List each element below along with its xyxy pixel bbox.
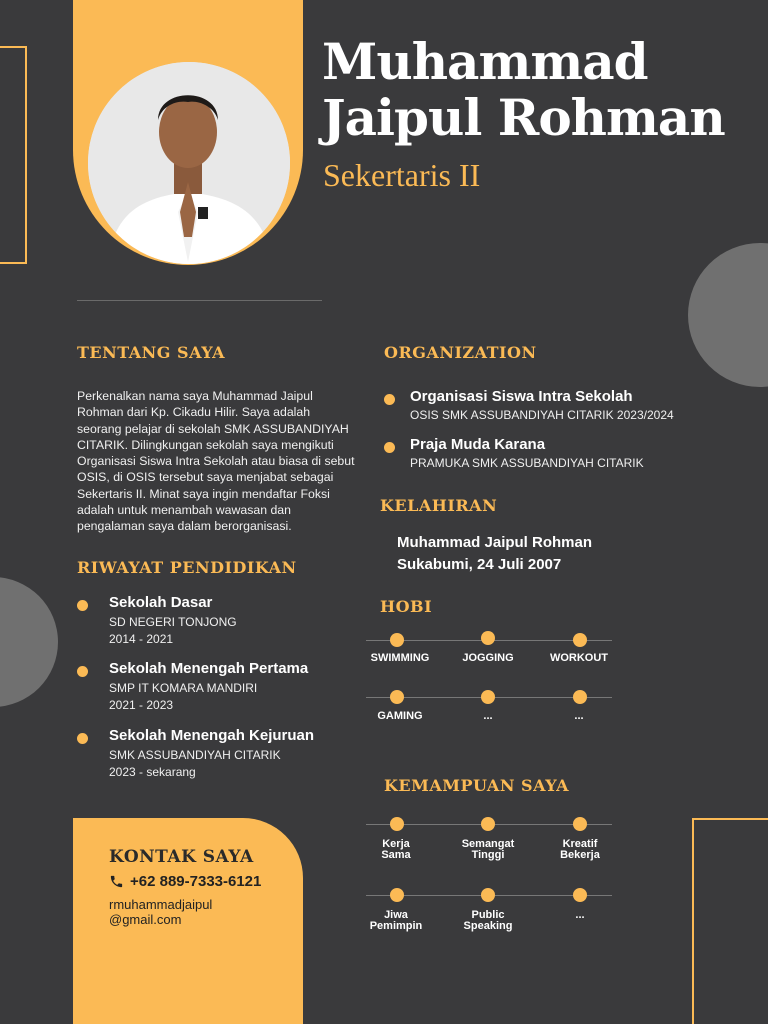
decorative-frame-right [692, 818, 768, 1024]
about-heading: TENTANG SAYA [77, 343, 226, 362]
decorative-circle-right [688, 243, 768, 387]
bullet-dot [384, 394, 395, 405]
skill-label-line: Tinggi [471, 849, 505, 861]
hobby-dot [573, 633, 587, 647]
education-school: SD NEGERI TONJONG [109, 615, 237, 629]
profile-photo [88, 62, 290, 264]
skill-dot [573, 888, 587, 902]
contact-phone-row[interactable] [109, 873, 261, 890]
skill-label [535, 839, 625, 861]
hobby-dot [573, 690, 587, 704]
name-line-2: Jaipul Rohman [322, 88, 725, 147]
skill-label-line: Pemimpin [369, 920, 423, 932]
education-title: Sekolah Dasar [109, 594, 213, 611]
education-years: 2014 - 2021 [109, 632, 174, 646]
skill-label [443, 910, 533, 932]
profile-photo-illustration [88, 62, 290, 264]
organization-heading: ORGANIZATION [384, 343, 537, 362]
contact-heading: KONTAK SAYA [109, 847, 254, 867]
organization-title: Praja Muda Karana [410, 436, 546, 453]
skill-label-line: Bekerja [560, 849, 600, 861]
skill-label-line: Jiwa [384, 909, 408, 921]
hobby-label: JOGGING [462, 652, 514, 664]
bullet-dot [77, 666, 88, 677]
about-text: Perkenalkan nama saya Muhammad Jaipul Rohman dari Kp. Cikadu Hilir. Saya adalah seorang pelajar di sekolah SMK ASSUBANDIYAH CITARIK. Dilingkungan sekolah saya mengikuti Organisasi Siswa Intra Sekolah atau biasa di sebut OSIS, di OSIS tersebut saya menjabat sebagai Sekertaris II. Minat saya ingin mendaftar Foksi adalah untuk menambah wawasan dan pengalaman saya dalam berorganisasi. [77, 389, 355, 534]
hobby-label: SWIMMING [370, 652, 430, 664]
hobby-label: ... [574, 710, 584, 722]
hobby-label: ... [483, 710, 493, 722]
birth-heading: KELAHIRAN [380, 496, 498, 515]
hobby-dot [481, 631, 495, 645]
job-role: Sekertaris II [323, 157, 481, 193]
skill-label-line: Public [471, 909, 505, 921]
education-title: Sekolah Menengah Pertama [109, 660, 309, 677]
skill-label-line: Speaking [463, 920, 513, 932]
education-item [77, 660, 367, 714]
contact-email-line-1: rmuhammadjaipul [109, 897, 213, 912]
skills-heading: KEMAMPUAN SAYA [384, 776, 570, 795]
organization-item [384, 436, 744, 472]
skill-label [535, 910, 625, 921]
skill-dot [573, 817, 587, 831]
education-years: 2021 - 2023 [109, 698, 174, 712]
skill-dot [390, 888, 404, 902]
skill-label-line: ... [575, 909, 585, 921]
organization-detail: OSIS SMK ASSUBANDIYAH CITARIK 2023/2024 [410, 408, 674, 422]
education-school: SMK ASSUBANDIYAH CITARIK [109, 748, 281, 762]
phone-icon [109, 874, 124, 889]
skill-dot [481, 888, 495, 902]
decorative-circle-left [0, 577, 58, 707]
birth-place-date: Sukabumi, 24 Juli 2007 [397, 556, 562, 573]
hobby-dot [390, 633, 404, 647]
education-item [77, 594, 367, 648]
skill-label [351, 910, 441, 932]
hobby-label: GAMING [377, 710, 423, 722]
organization-detail: PRAMUKA SMK ASSUBANDIYAH CITARIK [410, 456, 644, 470]
education-years: 2023 - sekarang [109, 765, 196, 779]
decorative-frame-left [0, 46, 27, 264]
contact-email-line-2: @gmail.com [109, 912, 182, 927]
education-title: Sekolah Menengah Kejuruan [109, 727, 315, 744]
birth-name: Muhammad Jaipul Rohman [397, 534, 593, 551]
hobby-dot [481, 690, 495, 704]
bullet-dot [77, 600, 88, 611]
header-divider [77, 300, 322, 301]
full-name [322, 34, 725, 146]
bullet-dot [77, 733, 88, 744]
skill-label-line: Semangat [461, 838, 515, 850]
contact-email[interactable] [109, 897, 212, 927]
education-school: SMP IT KOMARA MANDIRI [109, 681, 258, 695]
education-heading: RIWAYAT PENDIDIKAN [77, 558, 297, 577]
skill-label-line: Kreatif [562, 838, 598, 850]
name-line-1: Muhammad [322, 32, 648, 91]
organization-item [384, 388, 744, 424]
education-item [77, 727, 367, 781]
skill-dot [390, 817, 404, 831]
skill-label-line: Kerja [382, 838, 410, 850]
skill-label-line: Sama [381, 849, 411, 861]
organization-title: Organisasi Siswa Intra Sekolah [410, 388, 633, 405]
hobby-dot [390, 690, 404, 704]
birth-info [397, 532, 592, 576]
skill-dot [481, 817, 495, 831]
hobby-label: WORKOUT [549, 652, 609, 664]
bullet-dot [384, 442, 395, 453]
skill-label [443, 839, 533, 861]
contact-phone: +62 889-7333-6121 [130, 873, 262, 890]
hobby-heading: HOBI [380, 597, 433, 616]
skill-label [351, 839, 441, 861]
